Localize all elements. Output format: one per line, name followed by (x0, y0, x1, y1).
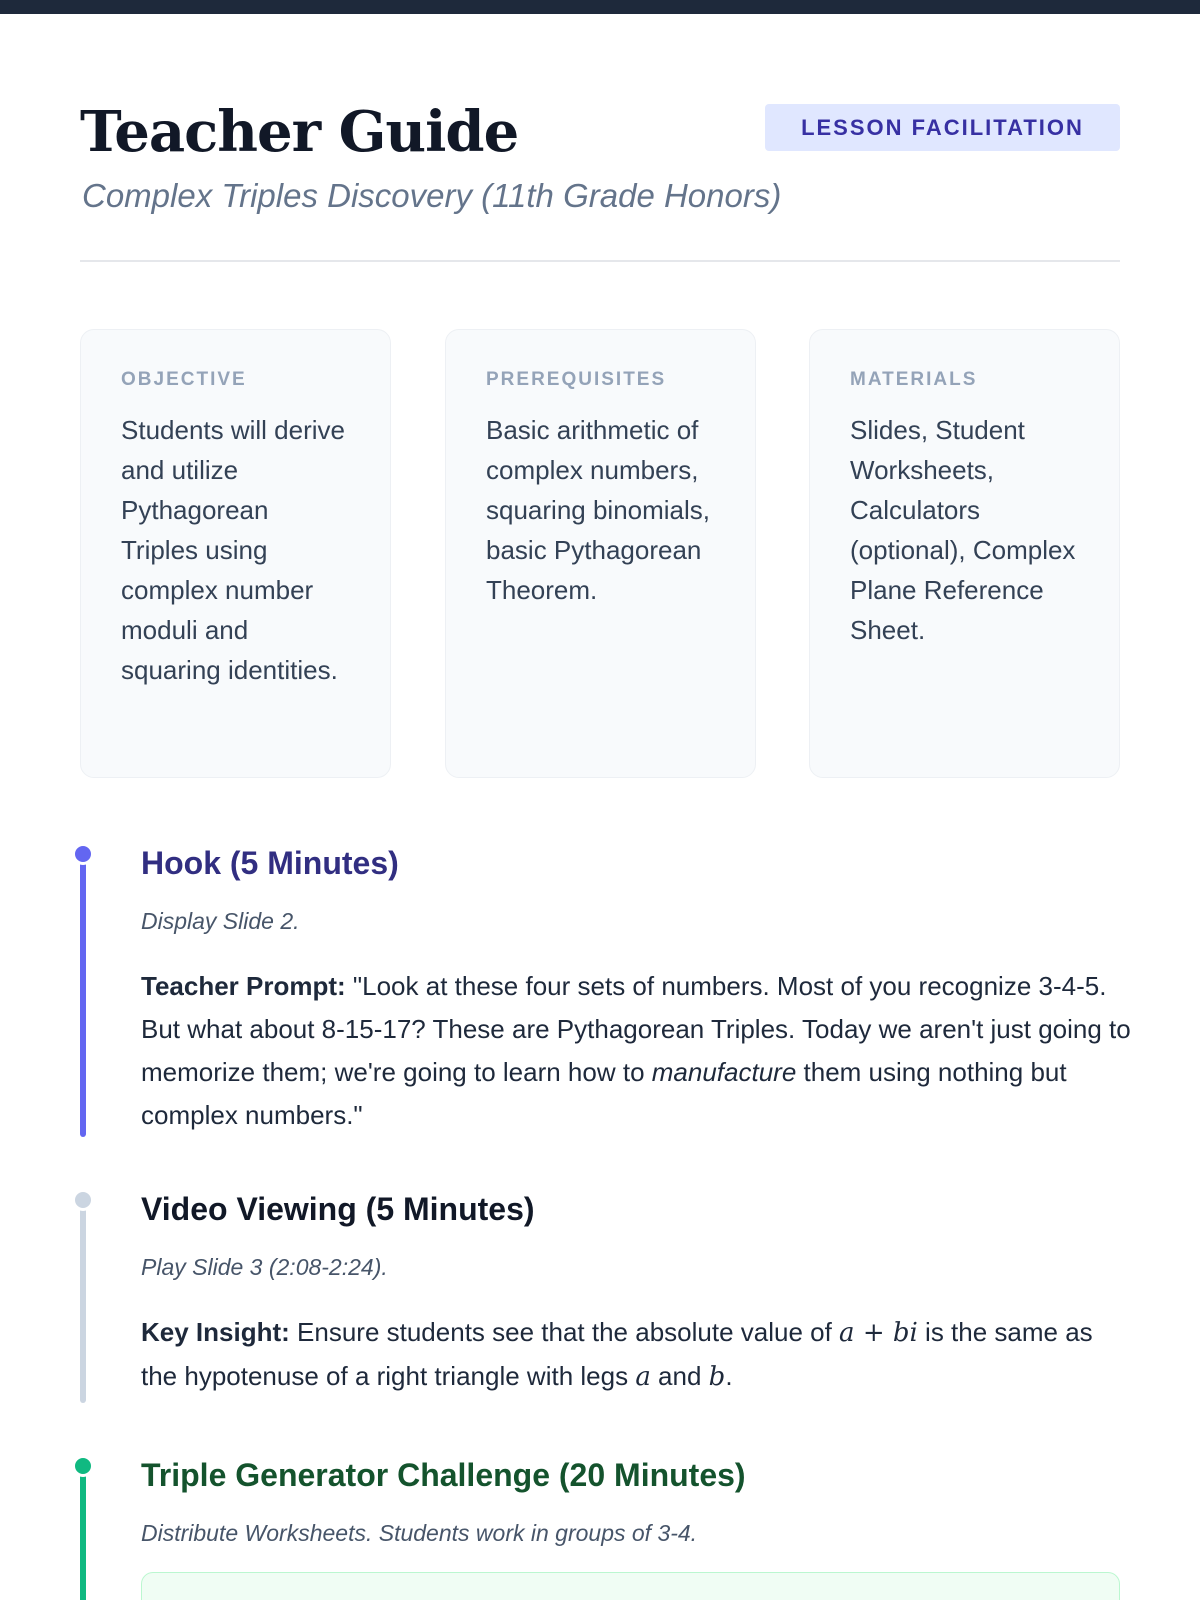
timeline-line (80, 1198, 86, 1403)
challenge-section (80, 1458, 1120, 1600)
insight-text: is the same as the hypotenuse of a right triangle with legs (141, 1317, 1093, 1391)
section-instruction: Play Slide 3 (2:08-2:24). (141, 1254, 388, 1280)
insight-text: . (725, 1361, 733, 1391)
prompt-lead: Teacher Prompt: (141, 971, 346, 1001)
teacher-prompt (141, 965, 1131, 1137)
timeline-line (80, 852, 86, 1137)
math-variable: b (708, 1362, 726, 1392)
section-instruction: Distribute Worksheets. Students work in groups of 3-4. (141, 1520, 698, 1546)
prompt-emphasis: manufacture (651, 1057, 797, 1087)
prompt-text: "Look at these four sets of numbers. Most of you recognize 3-4-5. But what about 8-15-17? These are Pythagorean Triples. Today we aren't just going to memorize them; we're going to learn how to (141, 971, 1131, 1087)
timeline-dot (72, 1189, 94, 1211)
card-label: OBJECTIVE (121, 369, 247, 390)
timeline-line (80, 1464, 86, 1600)
insight-text: and (650, 1361, 709, 1391)
insight-text: Ensure students see that the absolute value of (289, 1317, 840, 1347)
video-section (80, 1192, 1120, 1412)
section-instruction: Display Slide 2. (141, 908, 300, 934)
hook-section (80, 845, 1131, 1146)
top-bar (0, 0, 1200, 14)
card-label: MATERIALS (850, 369, 978, 390)
math-expression: a + bi (839, 1318, 918, 1348)
challenge-callout-box (141, 1572, 1120, 1600)
section-title: Video Viewing (5 Minutes) (141, 1191, 535, 1227)
page-title: Teacher Guide (80, 99, 519, 165)
card-label: PREREQUISITES (486, 369, 667, 390)
objective-card (80, 329, 391, 778)
lesson-type-badge: LESSON FACILITATION (765, 104, 1120, 151)
key-insight (141, 1311, 1131, 1399)
materials-card (809, 329, 1120, 778)
insight-lead: Key Insight: (141, 1317, 290, 1347)
timeline-dot (72, 843, 94, 865)
section-title: Triple Generator Challenge (20 Minutes) (141, 1457, 746, 1493)
page-header (80, 92, 1120, 262)
timeline-dot (72, 1455, 94, 1477)
card-text: Slides, Student Worksheets, Calculators (optional), Complex Plane Reference Sheet. (850, 415, 1076, 645)
section-title: Hook (5 Minutes) (141, 845, 399, 881)
header-divider (80, 260, 1120, 262)
math-variable: a (635, 1362, 651, 1392)
card-text: Basic arithmetic of complex numbers, squaring binomials, basic Pythagorean Theorem. (486, 415, 711, 605)
card-text: Students will derive and utilize Pythagorean Triples using complex number moduli and squaring identities. (121, 415, 345, 685)
page-subtitle: Complex Triples Discovery (11th Grade Honors) (82, 177, 782, 214)
prerequisites-card (445, 329, 756, 778)
prompt-text-end: them using nothing but complex numbers." (141, 1057, 1067, 1130)
